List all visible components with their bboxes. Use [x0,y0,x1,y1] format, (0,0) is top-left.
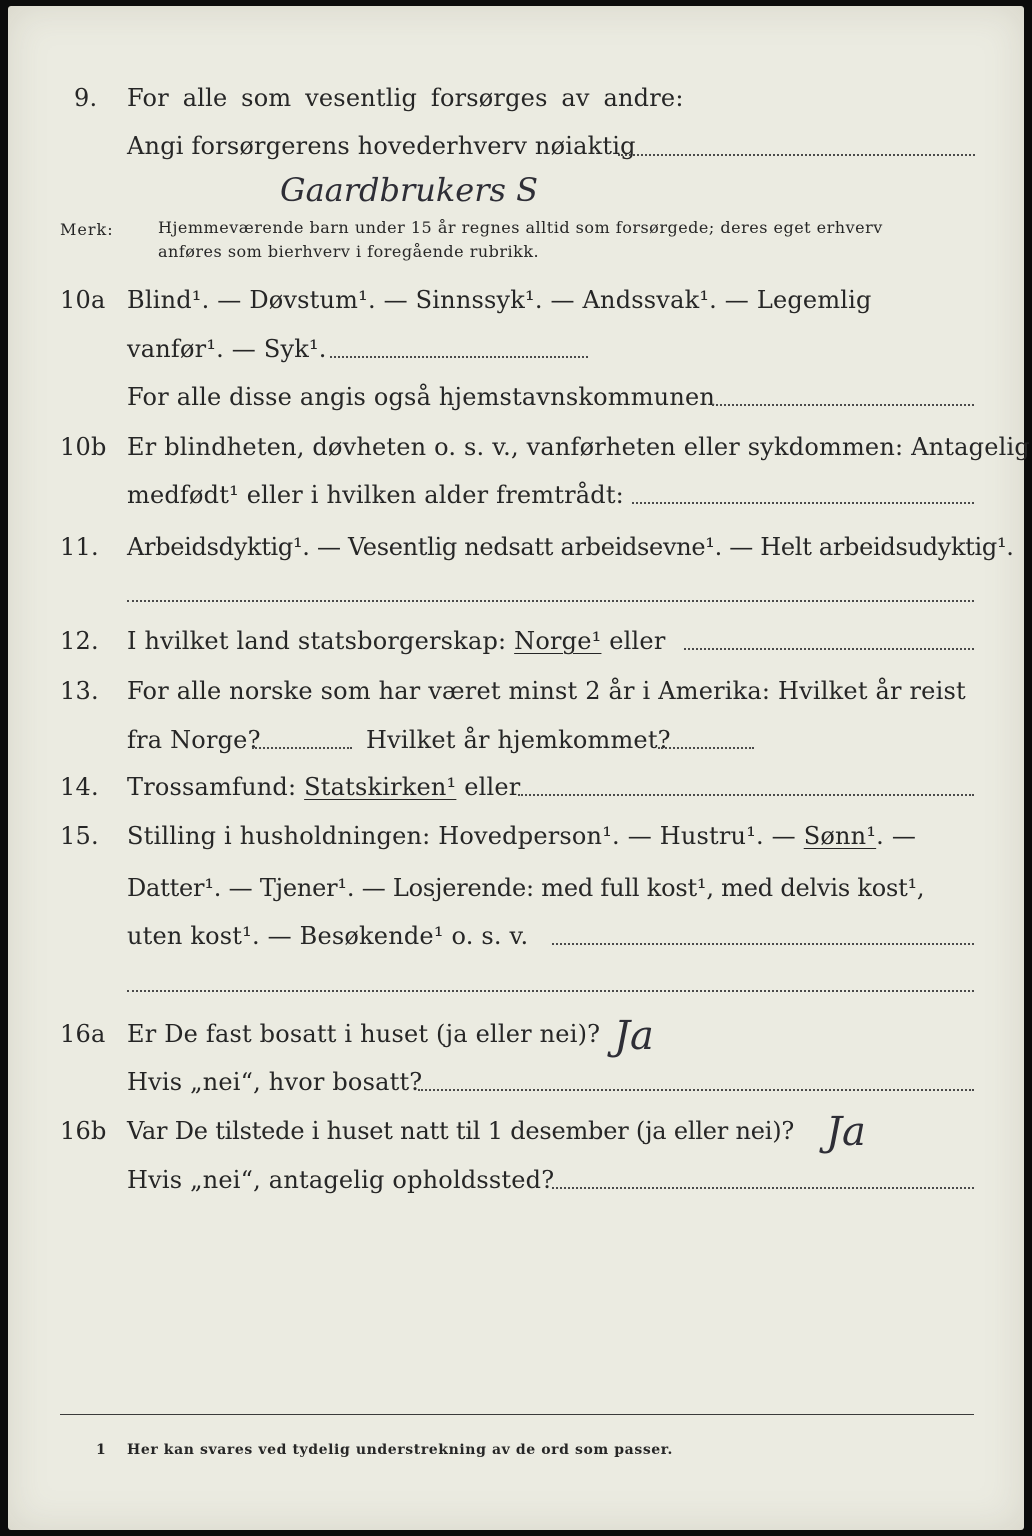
q11-line1: Arbeidsdyktig¹. — Vesentlig nedsatt arbeidsevne¹. — Helt arbeidsudyktig¹. [127,533,1014,561]
q14-statskirken-underlined: Statskirken¹ [304,773,457,801]
q10b-line2: medfødt¹ eller i hvilken alder fremtrådt: [127,481,624,509]
q16a-line2: Hvis „nei“, hvor bosatt? [127,1068,423,1096]
q10b-answer-line [632,502,974,504]
q16a-handwritten-answer: Ja [614,1013,654,1059]
q15-line2: Datter¹. — Tjener¹. — Losjerende: med full kost¹, med delvis kost¹, [127,874,925,902]
q15-extra-line [127,990,974,992]
q10a-hjemstavn-line [712,404,974,406]
merk-label: Merk: [60,220,114,239]
q16b-handwritten-answer: Ja [826,1109,866,1155]
q14-text: Trossamfund: [127,773,305,801]
footnote-rule [60,1414,974,1415]
q14-number: 14. [60,773,99,801]
merk-line1: Hjemmeværende barn under 15 år regnes alltid som forsørgede; deres eget erhverv [158,218,883,237]
q16a-number: 16a [60,1020,106,1048]
merk-line2: anføres som bierhverv i foregående rubrikk. [158,242,540,261]
q13-line2a: fra Norge? [127,726,261,754]
footnote-mark: 1 [96,1442,107,1458]
q12-number: 12. [60,627,99,655]
q10a-answer-line [330,356,588,358]
q10a-number: 10a [60,286,106,314]
q12-answer-line [684,648,974,650]
q15-text-b: . — [876,822,917,850]
q15-line3: uten kost¹. — Besøkende¹ o. s. v. [127,922,529,950]
q9-line1: For alle som vesentlig forsørges av andre: [127,84,684,112]
footnote-text: Her kan svares ved tydelig understrekning av de ord som passer. [127,1442,673,1458]
q14-eller: eller [456,773,521,801]
q12-norge-underlined: Norge¹ [514,627,602,655]
q15-number: 15. [60,822,99,850]
q9-answer-line [618,154,975,156]
q9-number: 9. [74,84,98,112]
q10a-line2: vanfør¹. — Syk¹. [127,335,327,363]
q13-line2b: Hvilket år hjemkommet? [366,726,671,754]
q14-answer-line [518,794,974,796]
q16b-number: 16b [60,1117,107,1145]
q16a-line1: Er De fast bosatt i huset (ja eller nei)? [127,1020,601,1048]
q13-number: 13. [60,677,99,705]
q9-handwritten-answer: Gaardbrukers S [280,171,539,209]
q9-line2: Angi forsørgerens hovederhverv nøiaktig [127,132,636,160]
q15-text-a: Stilling i husholdningen: Hovedperson¹. — Hustru¹. — [127,822,804,850]
q14-line [127,773,520,801]
q12-eller: eller [601,627,666,655]
q11-number: 11. [60,533,99,561]
q15-answer-line [552,943,974,945]
q13-reist-line [252,747,352,749]
q10a-line3: For alle disse angis også hjemstavnskommunen [127,383,716,411]
q11-answer-line [127,600,974,602]
q12-text: I hvilket land statsborgerskap: [127,627,515,655]
q10b-line1: Er blindheten, døvheten o. s. v., vanførheten eller sykdommen: Antagelig [127,433,1030,461]
q15-line1 [127,822,916,850]
q13-line1: For alle norske som har været minst 2 år i Amerika: Hvilket år reist [127,677,966,705]
q16b-line2: Hvis „nei“, antagelig opholdssted? [127,1166,555,1194]
q10a-line1: Blind¹. — Døvstum¹. — Sinnssyk¹. — Andssvak¹. — Legemlig [127,286,872,314]
q10b-number: 10b [60,433,107,461]
q16b-answer-line [552,1187,974,1189]
q15-sonn-underlined: Sønn¹ [803,822,877,850]
q16b-line1: Var De tilstede i huset natt til 1 desember (ja eller nei)? [127,1117,795,1145]
q13-hjemkommet-line [658,747,754,749]
q12-line [127,627,666,655]
q16a-answer-line [418,1089,974,1091]
